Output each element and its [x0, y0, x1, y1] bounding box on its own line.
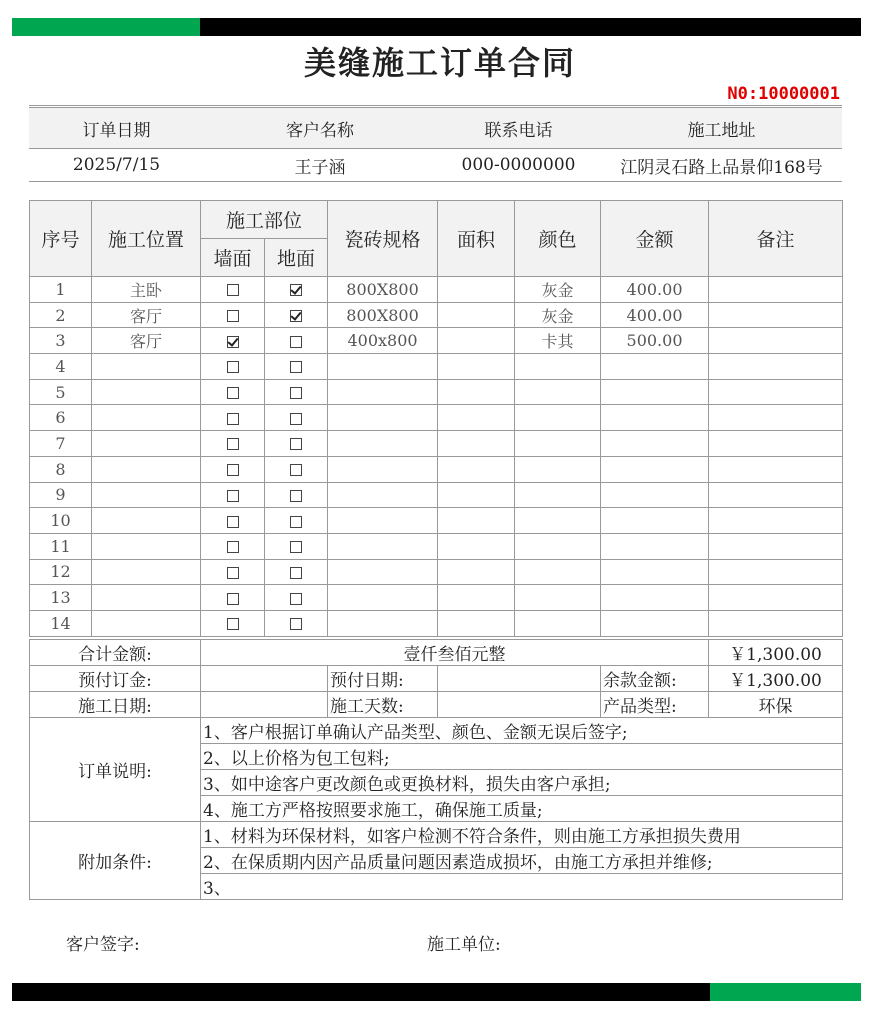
row-amount	[601, 559, 709, 585]
row-seq: 3	[30, 328, 92, 354]
wall-checkbox[interactable]	[227, 361, 239, 373]
floor-checkbox[interactable]	[290, 464, 302, 476]
floor-cell	[265, 431, 328, 457]
row-amount	[601, 533, 709, 559]
notes-label: 订单说明:	[30, 718, 201, 822]
row-note	[709, 533, 843, 559]
table-row	[30, 559, 843, 585]
row-tile-spec	[328, 559, 438, 585]
row-seq: 4	[30, 354, 92, 380]
row-note	[709, 302, 843, 328]
amount-header: 金额	[601, 201, 709, 277]
row-amount	[601, 405, 709, 431]
row-color: 灰金	[515, 302, 601, 328]
customer-info-table	[29, 105, 842, 182]
wall-header: 墙面	[201, 239, 265, 277]
work-date-value	[201, 692, 328, 718]
row-area	[438, 354, 515, 380]
row-color	[515, 354, 601, 380]
row-note	[709, 379, 843, 405]
total-label: 合计金额:	[30, 640, 201, 666]
row-seq: 6	[30, 405, 92, 431]
row-area	[438, 610, 515, 636]
table-row	[30, 431, 843, 457]
extra-conditions-label: 附加条件:	[30, 822, 201, 900]
wall-cell	[201, 277, 265, 303]
notes-item-2: 2、以上价格为包工包料;	[201, 744, 843, 770]
row-seq: 10	[30, 508, 92, 534]
row-tile-spec	[328, 379, 438, 405]
wall-checkbox[interactable]	[227, 516, 239, 528]
customer-signature-label: 客户签字:	[66, 935, 140, 955]
table-row	[30, 354, 843, 380]
wall-cell	[201, 431, 265, 457]
row-tile-spec	[328, 533, 438, 559]
total-in-words: 壹仟叁佰元整	[201, 640, 709, 666]
contractor-signature-label: 施工单位:	[427, 935, 501, 955]
deposit-value	[201, 666, 328, 692]
wall-cell	[201, 302, 265, 328]
row-tile-spec	[328, 508, 438, 534]
row-position	[92, 354, 201, 380]
seq-header: 序号	[30, 201, 92, 277]
summary-table	[29, 639, 843, 900]
area-header: 面积	[438, 201, 515, 277]
row-color: 灰金	[515, 277, 601, 303]
row-amount: 400.00	[601, 277, 709, 303]
row-amount	[601, 431, 709, 457]
table-row	[30, 328, 843, 354]
document-title: 美缝施工订单合同	[303, 44, 576, 82]
extra-item-2: 2、在保质期内因产品质量问题因素造成损坏，由施工方承担并维修;	[201, 848, 843, 874]
order-items-table	[29, 200, 843, 637]
table-row	[30, 610, 843, 636]
extra-item-3: 3、	[201, 874, 843, 900]
wall-cell	[201, 533, 265, 559]
wall-checkbox[interactable]	[227, 567, 239, 579]
row-amount	[601, 456, 709, 482]
row-area	[438, 456, 515, 482]
floor-cell	[265, 508, 328, 534]
row-position	[92, 508, 201, 534]
deposit-date-label: 预付日期:	[328, 666, 438, 692]
row-color	[515, 533, 601, 559]
row-area	[438, 482, 515, 508]
row-position	[92, 456, 201, 482]
row-note	[709, 559, 843, 585]
row-note	[709, 482, 843, 508]
row-amount	[601, 508, 709, 534]
floor-cell	[265, 405, 328, 431]
row-position	[92, 559, 201, 585]
balance-label: 余款金额:	[601, 666, 709, 692]
row-note	[709, 354, 843, 380]
row-position	[92, 482, 201, 508]
floor-checkbox[interactable]	[290, 310, 302, 322]
product-type-label: 产品类型:	[601, 692, 709, 718]
row-note	[709, 431, 843, 457]
row-note	[709, 585, 843, 611]
top-green-bar	[12, 18, 200, 36]
wall-checkbox[interactable]	[227, 310, 239, 322]
work-days-label: 施工天数:	[328, 692, 438, 718]
floor-cell	[265, 379, 328, 405]
deposit-label: 预付订金:	[30, 666, 201, 692]
floor-checkbox[interactable]	[290, 361, 302, 373]
part-header: 施工部位	[201, 201, 328, 239]
row-tile-spec: 800X800	[328, 302, 438, 328]
row-area	[438, 559, 515, 585]
row-position	[92, 585, 201, 611]
floor-header: 地面	[265, 239, 328, 277]
row-position: 客厅	[92, 302, 201, 328]
row-seq: 14	[30, 610, 92, 636]
position-header: 施工位置	[92, 201, 201, 277]
floor-checkbox[interactable]	[290, 438, 302, 450]
row-tile-spec	[328, 354, 438, 380]
floor-checkbox[interactable]	[290, 618, 302, 630]
row-seq: 1	[30, 277, 92, 303]
top-black-bar	[200, 18, 861, 36]
row-area	[438, 508, 515, 534]
row-color	[515, 508, 601, 534]
row-seq: 8	[30, 456, 92, 482]
row-tile-spec	[328, 585, 438, 611]
row-position	[92, 379, 201, 405]
row-position: 主卧	[92, 277, 201, 303]
address-value: 江阴灵石路上品景仰168号	[601, 149, 842, 182]
table-row	[30, 379, 843, 405]
wall-cell	[201, 379, 265, 405]
row-position: 客厅	[92, 328, 201, 354]
row-area	[438, 431, 515, 457]
row-seq: 7	[30, 431, 92, 457]
floor-checkbox[interactable]	[290, 541, 302, 553]
row-note	[709, 277, 843, 303]
table-row	[30, 456, 843, 482]
row-amount	[601, 482, 709, 508]
row-seq: 9	[30, 482, 92, 508]
row-color	[515, 585, 601, 611]
customer-name-header: 客户名称	[204, 107, 436, 149]
notes-item-1: 1、客户根据订单确认产品类型、颜色、金额无误后签字;	[201, 718, 843, 744]
floor-checkbox[interactable]	[290, 387, 302, 399]
row-color	[515, 482, 601, 508]
row-tile-spec	[328, 431, 438, 457]
wall-checkbox[interactable]	[227, 593, 239, 605]
wall-cell	[201, 354, 265, 380]
wall-cell	[201, 585, 265, 611]
row-seq: 11	[30, 533, 92, 559]
row-tile-spec	[328, 405, 438, 431]
row-position	[92, 405, 201, 431]
floor-checkbox[interactable]	[290, 567, 302, 579]
row-amount	[601, 379, 709, 405]
row-amount	[601, 585, 709, 611]
row-amount	[601, 354, 709, 380]
table-row	[30, 482, 843, 508]
floor-cell	[265, 328, 328, 354]
total-value: ￥1,300.00	[709, 640, 843, 666]
row-area	[438, 277, 515, 303]
row-seq: 13	[30, 585, 92, 611]
row-color	[515, 405, 601, 431]
row-tile-spec: 400x800	[328, 328, 438, 354]
table-row	[30, 533, 843, 559]
floor-cell	[265, 302, 328, 328]
notes-item-4: 4、施工方严格按照要求施工，确保施工质量;	[201, 796, 843, 822]
wall-checkbox[interactable]	[227, 387, 239, 399]
row-tile-spec: 800X800	[328, 277, 438, 303]
row-amount	[601, 610, 709, 636]
floor-cell	[265, 456, 328, 482]
bottom-green-bar	[710, 983, 861, 1001]
row-color: 卡其	[515, 328, 601, 354]
row-color	[515, 456, 601, 482]
row-tile-spec	[328, 610, 438, 636]
row-seq: 5	[30, 379, 92, 405]
table-row	[30, 277, 843, 303]
floor-cell	[265, 354, 328, 380]
wall-cell	[201, 405, 265, 431]
wall-cell	[201, 559, 265, 585]
wall-cell	[201, 508, 265, 534]
row-amount: 500.00	[601, 328, 709, 354]
notes-item-3: 3、如中途客户更改颜色或更换材料，损失由客户承担;	[201, 770, 843, 796]
note-header: 备注	[709, 201, 843, 277]
wall-cell	[201, 482, 265, 508]
row-area	[438, 585, 515, 611]
order-date-value: 2025/7/15	[29, 149, 204, 182]
floor-cell	[265, 585, 328, 611]
product-type-value: 环保	[709, 692, 843, 718]
row-amount: 400.00	[601, 302, 709, 328]
wall-checkbox[interactable]	[227, 438, 239, 450]
floor-checkbox[interactable]	[290, 593, 302, 605]
row-color	[515, 431, 601, 457]
floor-checkbox[interactable]	[290, 336, 302, 348]
table-row	[30, 508, 843, 534]
row-area	[438, 405, 515, 431]
tile-header: 瓷砖规格	[328, 201, 438, 277]
wall-checkbox[interactable]	[227, 541, 239, 553]
wall-checkbox[interactable]	[227, 284, 239, 296]
wall-checkbox[interactable]	[227, 464, 239, 476]
deposit-date-value	[438, 666, 601, 692]
phone-header: 联系电话	[436, 107, 601, 149]
row-color	[515, 559, 601, 585]
floor-checkbox[interactable]	[290, 413, 302, 425]
work-days-value	[438, 692, 601, 718]
floor-cell	[265, 533, 328, 559]
row-position	[92, 431, 201, 457]
table-row	[30, 405, 843, 431]
row-seq: 2	[30, 302, 92, 328]
floor-checkbox[interactable]	[290, 490, 302, 502]
customer-name-value: 王子涵	[204, 149, 436, 182]
row-area	[438, 328, 515, 354]
wall-checkbox[interactable]	[227, 490, 239, 502]
wall-cell	[201, 456, 265, 482]
floor-cell	[265, 277, 328, 303]
row-position	[92, 610, 201, 636]
floor-checkbox[interactable]	[290, 284, 302, 296]
work-date-label: 施工日期:	[30, 692, 201, 718]
phone-value: 000-0000000	[436, 149, 601, 182]
row-tile-spec	[328, 482, 438, 508]
row-note	[709, 405, 843, 431]
row-note	[709, 508, 843, 534]
extra-item-1: 1、材料为环保材料，如客户检测不符合条件，则由施工方承担损失费用	[201, 822, 843, 848]
row-seq: 12	[30, 559, 92, 585]
row-color	[515, 610, 601, 636]
row-tile-spec	[328, 456, 438, 482]
row-note	[709, 456, 843, 482]
floor-checkbox[interactable]	[290, 516, 302, 528]
color-header: 颜色	[515, 201, 601, 277]
table-row	[30, 302, 843, 328]
wall-checkbox[interactable]	[227, 413, 239, 425]
wall-cell	[201, 610, 265, 636]
order-date-header: 订单日期	[29, 107, 204, 149]
wall-checkbox[interactable]	[227, 336, 239, 348]
table-row	[30, 585, 843, 611]
address-header: 施工地址	[601, 107, 842, 149]
row-area	[438, 379, 515, 405]
bottom-black-bar	[12, 983, 710, 1001]
wall-checkbox[interactable]	[227, 618, 239, 630]
floor-cell	[265, 559, 328, 585]
floor-cell	[265, 610, 328, 636]
row-color	[515, 379, 601, 405]
floor-cell	[265, 482, 328, 508]
row-note	[709, 610, 843, 636]
row-area	[438, 533, 515, 559]
row-note	[709, 328, 843, 354]
row-position	[92, 533, 201, 559]
balance-value: ￥1,300.00	[709, 666, 843, 692]
row-area	[438, 302, 515, 328]
order-number: N0:10000001	[727, 84, 840, 104]
wall-cell	[201, 328, 265, 354]
